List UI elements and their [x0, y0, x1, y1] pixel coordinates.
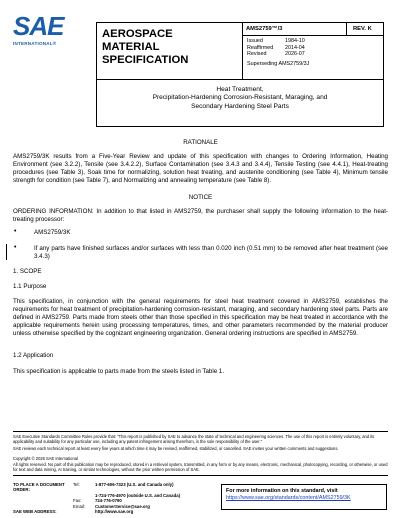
- application-heading: 1.2 Application: [13, 352, 54, 359]
- date-row-reaffirmed: [247, 45, 383, 52]
- more-info-title: For more information on this standard, visit: [226, 488, 338, 494]
- subject-box: [96, 80, 384, 127]
- bullet-icon: •: [14, 244, 17, 251]
- fax-number: 724-776-0790: [95, 498, 122, 504]
- web-address-link[interactable]: http://www.sae.org: [95, 509, 134, 515]
- rationale-heading: RATIONALE: [183, 139, 218, 146]
- spec-header-box: [96, 22, 384, 80]
- spec-title-line2: MATERIAL SPECIFICATION: [102, 41, 189, 66]
- subject-line3: Secondary Hardening Steel Parts: [191, 102, 289, 110]
- logo-subtitle: INTERNATIONAL®: [13, 41, 57, 46]
- tel-label: Tel:: [73, 482, 80, 487]
- date-row-revised: [247, 51, 383, 58]
- date-label: Reaffirmed: [247, 44, 274, 51]
- notice-heading: NOTICE: [188, 194, 213, 201]
- superseding-note: Superseding AMS2759/3J: [247, 60, 310, 67]
- date-label: Revised: [247, 51, 267, 58]
- email-address[interactable]: CustomerService@sae.org: [95, 503, 150, 509]
- dates-block: [243, 36, 383, 58]
- logo-mark: SAE: [13, 11, 64, 41]
- date-label: Issued: [247, 38, 263, 44]
- fax-label: Fax:: [73, 498, 82, 504]
- contact-row: [13, 509, 180, 514]
- ordering-info-text: ORDERING INFORMATION: In addition to that listed in AMS2759, the purchaser shall supply the following information to the heat-treating processor:: [13, 208, 388, 223]
- doc-number: AMS2759™/3: [243, 23, 347, 35]
- date-value: 1984-10: [285, 38, 305, 44]
- order-label: TO PLACE A DOCUMENT ORDER:: [13, 482, 65, 493]
- subject-line2: Precipitation-Hardening Corrosion-Resistant, Maraging, and: [152, 94, 328, 102]
- bullet-icon: •: [14, 228, 17, 235]
- email-label: Email:: [73, 503, 85, 509]
- more-info-box: [221, 484, 387, 510]
- contact-row: [13, 482, 180, 493]
- subject-line1: Heat Treatment,: [216, 86, 264, 93]
- change-bar: [6, 244, 7, 260]
- tel-number-1: 1-877-606-7323 (U.S. and Canada only): [95, 482, 174, 487]
- footer-review-text: SAE reviews each technical report at least every five years at which time it may be revised, reaffirmed, stabilized, or cancelled. SAE invites your written comments and suggestions.: [13, 446, 339, 451]
- footer-divider: [13, 431, 388, 432]
- date-value: 2026-07: [285, 51, 305, 58]
- purpose-text: This specification, in conjunction with the general requirements for steel heat treatment covered in AMS2759, establishes the requirements for heat treatment of precipitation-hardening corrosion-resistant, maraging, and secondary hardening steel parts. Parts are defined in AMS2759. Parts made from steels other than those specified in this specification may be heat treated in accordance with the applicable requirements herein using processing temperatures, times, and other parameters recommended by the material producer unless otherwise specified by the cognizant engineering organization. General ordering instructions are specified in AMS2759.: [13, 298, 388, 337]
- footer-divider: [13, 475, 388, 476]
- date-row-issued: [247, 38, 383, 45]
- spec-title-line1: AEROSPACE: [102, 28, 173, 40]
- contact-block: [13, 482, 180, 514]
- application-text: This specification is applicable to parts made from the steels listed in Table 1.: [13, 368, 225, 375]
- scope-heading: 1. SCOPE: [13, 268, 42, 275]
- spec-info-cell: [243, 23, 383, 79]
- revision-label: REV. K: [353, 26, 372, 32]
- rationale-text: AMS2759/3K results from a Five-Year Review and update of this specification with changes to Ordering Information, Heating Environment (see 3.2.2), Tensile (see 3.4.2.2), Surface Contamination (see 3.4.3 and 3.4.4), Tensile Testing (see 4.4.1), Heat-treating procedures (see Table 3), Soak time for normalizing, solution heat treating, and austenite conditioning (see Table 4), Minimum tensile strength for condition (see Table 7), and Normalizing and annealing temperature (see Table 8).: [13, 153, 388, 184]
- ordering-bullet-1: AMS2759/3K: [34, 229, 71, 236]
- sae-logo: [13, 11, 64, 46]
- footer-rights-text: All rights reserved. No part of this publication may be reproduced, stored in a retrieval system, transmitted, in any form or by any means, electronic, mechanical, photocopying, recording, or otherwise, or used for text and data mining, AI training, or similar technologies, without the prior written permission of SAE.: [13, 462, 388, 472]
- standard-url-link[interactable]: https://www.sae.org/standards/content/AMS2759/3K: [226, 495, 351, 501]
- footer-rules-text: SAE Executive Standards Committee Rules provide that: "This report is published by SAE to advance the state of technical and engineering sciences. The use of this report is entirely voluntary, and its applicability and suitability for any particular use, including any patent infringement arising therefrom, is the sole responsibility of the user.": [13, 434, 375, 444]
- spec-title-cell: [97, 23, 243, 79]
- purpose-heading: 1.1 Purpose: [13, 283, 47, 290]
- ordering-bullet-2: If any parts have finished surfaces and/or surfaces with less than 0.020 inch (0.51 mm) to be removed after heat treatment (see 3.4.3): [34, 245, 388, 260]
- footer-copyright: Copyright © 2026 SAE International: [13, 456, 78, 461]
- web-label: SAE WEB ADDRESS:: [13, 509, 57, 515]
- doc-number-row: [243, 23, 383, 36]
- date-value: 2014-04: [285, 44, 305, 51]
- tel-number-2: 1-724-776-4970 (outside U.S. and Canada): [95, 492, 181, 498]
